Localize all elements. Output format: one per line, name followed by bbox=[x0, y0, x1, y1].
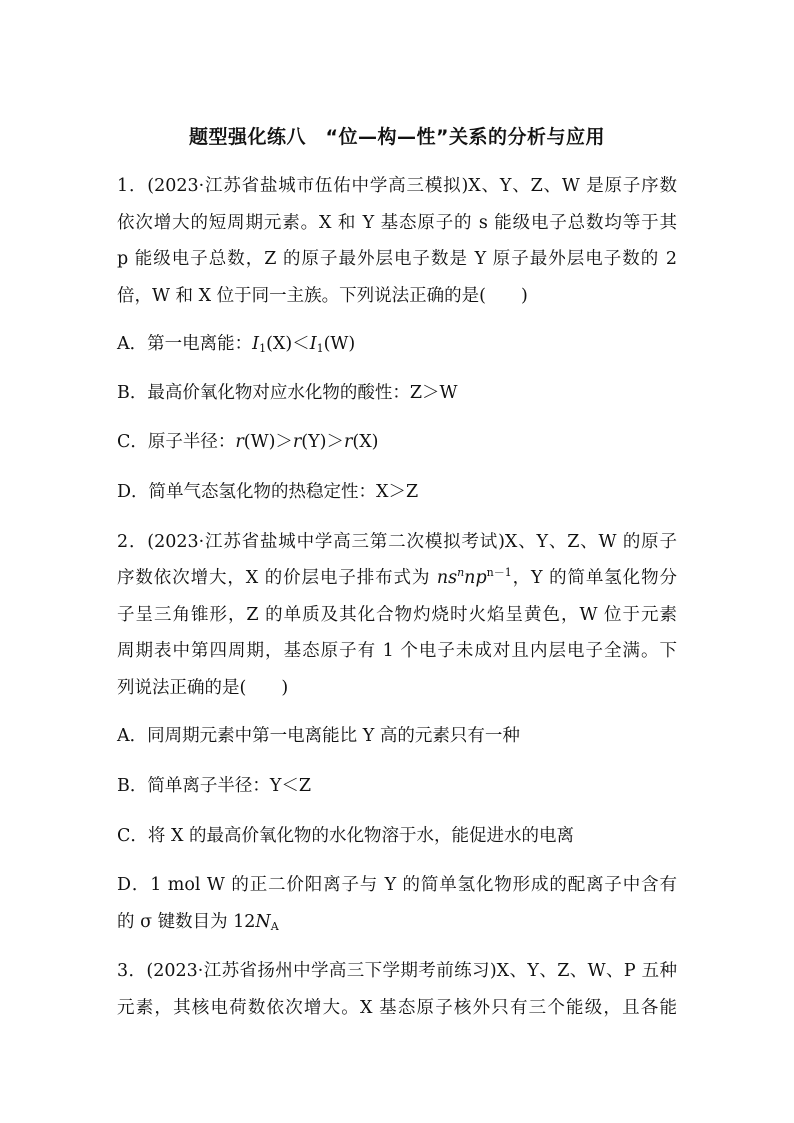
q2-stem-line-2 bbox=[117, 566, 677, 590]
q1-option-a-symbol: I bbox=[252, 334, 260, 354]
q2-config-np: np bbox=[464, 568, 487, 588]
q2-config-n: n bbox=[457, 566, 465, 579]
q1-option-c-prefix: C．原子半径： bbox=[117, 432, 236, 452]
q2-stem-line-5: 列说法正确的是( ) bbox=[117, 678, 289, 698]
q2-stem-line-4: 周期表中第四周期，基态原子有 1 个电子未成对且内层电子全满。下 bbox=[117, 641, 677, 661]
page-title: 题型强化练八 “位—构—性”关系的分析与应用 bbox=[189, 126, 605, 148]
q2-option-b: B．简单离子半径：Y＜Z bbox=[117, 776, 312, 796]
q1-option-a bbox=[117, 332, 677, 356]
q2-stem-line-1: 2．(2023·江苏省盐城中学高三第二次模拟考试)X、Y、Z、W 的原子 bbox=[117, 532, 677, 552]
q1-option-b: B．最高价氧化物对应水化物的酸性：Z＞W bbox=[117, 383, 458, 403]
q2-config-exp: n－1 bbox=[486, 566, 512, 579]
q1-option-c-t3: (X) bbox=[352, 432, 379, 452]
q1-option-a-symbol-2: I bbox=[309, 334, 317, 354]
q1-stem-line-2: 依次增大的短周期元素。X 和 Y 基态原子的 s 能级电子总数均等于其 bbox=[117, 213, 677, 233]
q3-stem-line-2: 元素，其核电荷数依次增大。X 基态原子核外只有三个能级，且各能 bbox=[117, 998, 677, 1018]
q3-stem-line-1: 3．(2023·江苏省扬州中学高三下学期考前练习)X、Y、Z、W、P 五种 bbox=[117, 961, 677, 981]
q1-stem-line-3: p 能级电子总数，Z 的原子最外层电子数是 Y 原子最外层电子数的 2 bbox=[117, 249, 677, 269]
q2-stem-line-3: 子呈三角锥形，Z 的单质及其化合物灼烧时火焰呈黄色，W 位于元素 bbox=[117, 605, 677, 625]
q2-option-d-avogadro: N bbox=[255, 912, 271, 932]
q1-option-c-t2: (Y)＞ bbox=[301, 432, 345, 452]
q2-option-d-line-2 bbox=[117, 910, 677, 934]
q2-option-c: C．将 X 的最高价氧化物的水化物溶于水，能促进水的电离 bbox=[117, 826, 574, 846]
q1-option-c-r3: r bbox=[344, 432, 353, 452]
q2-option-d-line-1: D．1 mol W 的正二价阳离子与 Y 的简单氢化物形成的配离子中含有 bbox=[117, 875, 677, 895]
q2-stem-line-2-b: ，Y 的简单氢化物分 bbox=[511, 568, 677, 588]
q1-option-a-mid: (X)＜ bbox=[266, 334, 310, 354]
q2-option-a: A．同周期元素中第一电离能比 Y 高的元素只有一种 bbox=[117, 726, 520, 746]
q2-option-d-avogadro-sub: A bbox=[270, 920, 279, 933]
q1-stem-line-1: 1．(2023·江苏省盐城市伍佑中学高三模拟)X、Y、Z、W 是原子序数 bbox=[117, 176, 677, 196]
q1-option-c-r1: r bbox=[235, 432, 244, 452]
q1-option-a-sub: 1 bbox=[259, 342, 267, 355]
q2-option-d-line-2-a: 的 σ 键数目为 12 bbox=[117, 912, 256, 932]
q2-config-ns: ns bbox=[436, 568, 458, 588]
q1-option-a-end: (W) bbox=[323, 334, 356, 354]
q1-option-a-prefix: A．第一电离能： bbox=[117, 334, 253, 354]
q1-option-c-t1: (W)＞ bbox=[243, 432, 293, 452]
q1-option-c bbox=[117, 430, 677, 454]
q1-option-d: D．简单气态氢化物的热稳定性：X＞Z bbox=[117, 482, 419, 502]
q1-stem-line-4: 倍，W 和 X 位于同一主族。下列说法正确的是( ) bbox=[117, 286, 528, 306]
q2-stem-line-2-a: 序数依次增大，X 的价层电子排布式为 bbox=[117, 568, 437, 588]
q1-option-c-r2: r bbox=[292, 432, 302, 452]
q1-option-a-sub-2: 1 bbox=[316, 342, 324, 355]
